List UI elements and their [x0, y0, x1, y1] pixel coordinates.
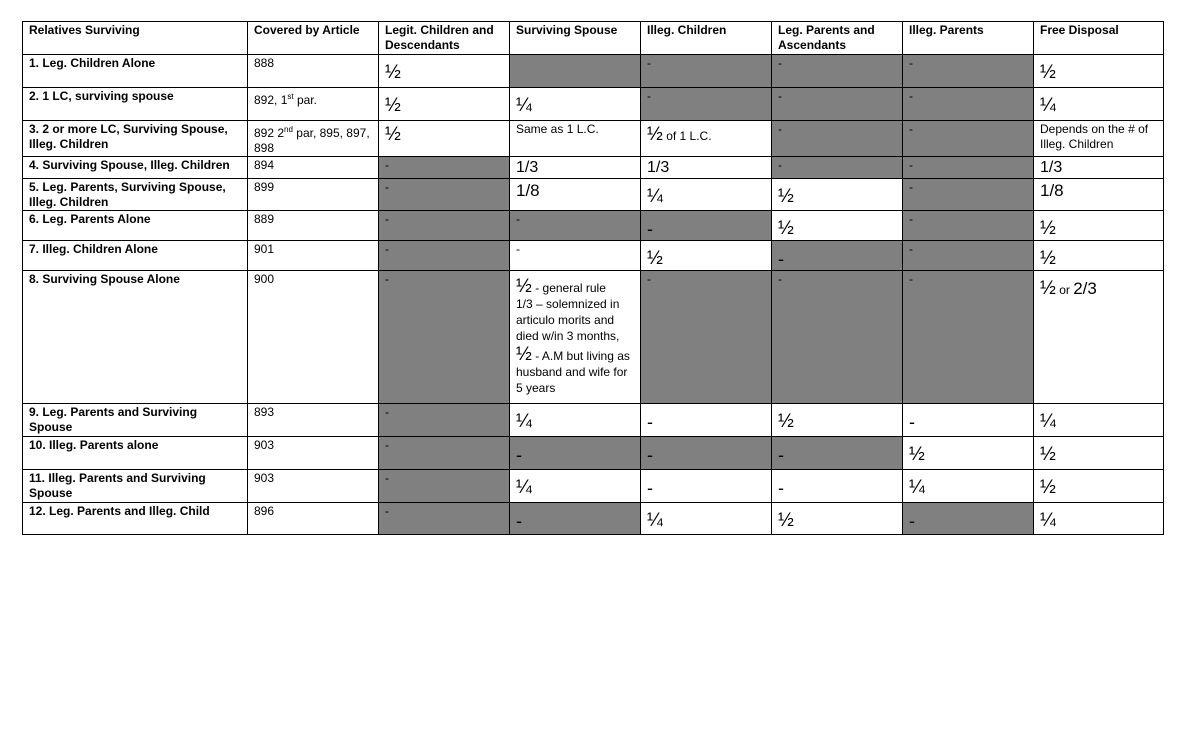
- table-row: [23, 470, 1164, 503]
- row-article: [248, 121, 379, 157]
- dash-value: -: [778, 158, 782, 172]
- row-label: 1. Leg. Children Alone: [23, 55, 248, 88]
- dash-value: -: [516, 212, 520, 226]
- header-illeg-children: Illeg. Children: [641, 22, 772, 55]
- dash-value: -: [778, 89, 782, 103]
- share-value: ½: [909, 444, 925, 465]
- cell-surviving-spouse: [510, 241, 641, 271]
- cell-illeg-children: [641, 157, 772, 179]
- cell-surviving-spouse: [510, 271, 641, 404]
- header-row: [23, 22, 1164, 55]
- cell-illeg-parents: [903, 241, 1034, 271]
- dash-value: -: [909, 511, 915, 531]
- cell-surviving-spouse: [510, 503, 641, 535]
- dash-value: -: [909, 122, 913, 136]
- dash-value: -: [385, 158, 389, 172]
- cell-legit-children: [379, 88, 510, 121]
- cell-legit-children: [379, 503, 510, 535]
- dash-value: -: [516, 242, 520, 256]
- cell-illeg-parents: [903, 88, 1034, 121]
- cell-illeg-children: [641, 211, 772, 241]
- cell-illeg-parents: [903, 121, 1034, 157]
- table-row: [23, 179, 1164, 211]
- row-article: 903: [248, 437, 379, 470]
- share-note: - A.M but living as husband and wife for 5 years: [516, 349, 630, 395]
- share-value: ½: [1040, 477, 1056, 498]
- row-article: 893: [248, 404, 379, 437]
- table-row: [23, 55, 1164, 88]
- cell-leg-parents: [772, 88, 903, 121]
- cell-illeg-parents: [903, 437, 1034, 470]
- dash-value: -: [778, 122, 782, 136]
- cell-illeg-children: [641, 55, 772, 88]
- dash-value: -: [909, 56, 913, 70]
- table-row: [23, 88, 1164, 121]
- dash-value: -: [647, 445, 653, 465]
- table-row: [23, 503, 1164, 535]
- cell-legit-children: [379, 404, 510, 437]
- cell-illeg-parents: [903, 157, 1034, 179]
- cell-free-disposal: [1034, 503, 1164, 535]
- dash-value: -: [516, 511, 522, 531]
- cell-illeg-children: [641, 121, 772, 157]
- share-value: ¼: [516, 477, 532, 498]
- dash-value: -: [778, 445, 784, 465]
- cell-illeg-children: [641, 470, 772, 503]
- cell-free-disposal: [1034, 179, 1164, 211]
- dash-value: -: [385, 242, 389, 256]
- cell-free-disposal: [1034, 211, 1164, 241]
- article-sup: st: [287, 92, 294, 101]
- cell-surviving-spouse: Same as 1 L.C.: [510, 121, 641, 157]
- row-label: 11. Illeg. Parents and Surviving Spouse: [23, 470, 248, 503]
- dash-value: -: [647, 219, 653, 239]
- share-note: of 1 L.C.: [662, 129, 712, 143]
- row-article: 896: [248, 503, 379, 535]
- share-value: 1/8: [1040, 181, 1064, 200]
- cell-illeg-parents: [903, 404, 1034, 437]
- cell-surviving-spouse: [510, 179, 641, 211]
- row-label: 9. Leg. Parents and Surviving Spouse: [23, 404, 248, 437]
- cell-leg-parents: [772, 437, 903, 470]
- cell-surviving-spouse: [510, 211, 641, 241]
- share-value: ½: [1040, 62, 1056, 83]
- cell-legit-children: [379, 55, 510, 88]
- cell-leg-parents: [772, 271, 903, 404]
- dash-value: -: [647, 56, 651, 70]
- cell-illeg-parents: [903, 211, 1034, 241]
- share-value: ¼: [516, 95, 532, 116]
- dash-value: -: [385, 180, 389, 194]
- row-label: 3. 2 or more LC, Surviving Spouse, Illeg. Children: [23, 121, 248, 157]
- cell-leg-parents: [772, 404, 903, 437]
- share-value: ½: [778, 186, 794, 207]
- share-value: 1/3: [647, 159, 670, 176]
- article-text: par, 895, 897, 898: [254, 126, 370, 155]
- dash-value: -: [516, 445, 522, 465]
- cell-illeg-children: [641, 241, 772, 271]
- dash-value: -: [909, 158, 913, 172]
- row-article: 901: [248, 241, 379, 271]
- cell-free-disposal: [1034, 55, 1164, 88]
- share-value: ¼: [909, 477, 925, 498]
- row-label: 2. 1 LC, surviving spouse: [23, 88, 248, 121]
- row-label: 4. Surviving Spouse, Illeg. Children: [23, 157, 248, 179]
- share-value: ¼: [516, 411, 532, 432]
- table-row: [23, 404, 1164, 437]
- header-leg-parents: Leg. Parents and Ascendants: [772, 22, 903, 55]
- cell-surviving-spouse: [510, 157, 641, 179]
- share-value: ¼: [647, 510, 663, 531]
- share-value: ½: [647, 124, 663, 145]
- share-value: ½: [385, 95, 401, 116]
- dash-value: -: [909, 412, 915, 432]
- header-surviving-spouse: Surviving Spouse: [510, 22, 641, 55]
- table-row: [23, 271, 1164, 404]
- table-row: [23, 241, 1164, 271]
- dash-value: -: [385, 438, 389, 452]
- cell-legit-children: [379, 437, 510, 470]
- cell-surviving-spouse: [510, 437, 641, 470]
- dash-value: -: [909, 89, 913, 103]
- row-article: [248, 88, 379, 121]
- dash-value: -: [385, 272, 389, 286]
- cell-illeg-parents: [903, 470, 1034, 503]
- row-label: 7. Illeg. Children Alone: [23, 241, 248, 271]
- table-row: [23, 121, 1164, 157]
- cell-illeg-parents: [903, 179, 1034, 211]
- row-article: 889: [248, 211, 379, 241]
- dash-value: -: [778, 56, 782, 70]
- dash-value: -: [909, 180, 913, 194]
- row-label: 10. Illeg. Parents alone: [23, 437, 248, 470]
- article-text: 892, 1: [254, 93, 288, 107]
- share-value: 1/3: [1040, 159, 1063, 176]
- cell-leg-parents: [772, 470, 903, 503]
- cell-leg-parents: [772, 241, 903, 271]
- cell-free-disposal: [1034, 437, 1164, 470]
- cell-illeg-children: [641, 271, 772, 404]
- legitime-table: [22, 21, 1164, 535]
- cell-legit-children: [379, 470, 510, 503]
- cell-illeg-children: [641, 503, 772, 535]
- spouse-rule-general: [516, 272, 634, 296]
- cell-legit-children: [379, 179, 510, 211]
- header-relatives: Relatives Surviving: [23, 22, 248, 55]
- cell-free-disposal: [1034, 470, 1164, 503]
- dash-value: -: [778, 272, 782, 286]
- share-value: ½: [516, 276, 532, 297]
- spouse-rule-articulo: 1/3 – solemnized in articulo morits and died w/in 3 months,: [516, 297, 620, 343]
- row-label: 8. Surviving Spouse Alone: [23, 271, 248, 404]
- cell-free-disposal: Depends on the # of Illeg. Children: [1034, 121, 1164, 157]
- cell-surviving-spouse: [510, 88, 641, 121]
- row-label: 12. Leg. Parents and Illeg. Child: [23, 503, 248, 535]
- row-label: 5. Leg. Parents, Surviving Spouse, Illeg. Children: [23, 179, 248, 211]
- cell-illeg-children: [641, 88, 772, 121]
- cell-free-disposal: [1034, 88, 1164, 121]
- share-note: - general rule: [531, 281, 606, 295]
- dash-value: -: [778, 478, 784, 498]
- dash-value: -: [647, 478, 653, 498]
- row-article: 888: [248, 55, 379, 88]
- cell-leg-parents: [772, 157, 903, 179]
- cell-leg-parents: [772, 55, 903, 88]
- row-article: 900: [248, 271, 379, 404]
- share-value: ¼: [1040, 95, 1056, 116]
- cell-leg-parents: [772, 179, 903, 211]
- share-value: ½: [778, 218, 794, 239]
- row-article: 894: [248, 157, 379, 179]
- share-value: ¼: [1040, 510, 1056, 531]
- header-free-disposal: Free Disposal: [1034, 22, 1164, 55]
- dash-value: -: [909, 242, 913, 256]
- row-article: 899: [248, 179, 379, 211]
- share-value: ½: [1040, 278, 1056, 299]
- cell-legit-children: [379, 271, 510, 404]
- share-value: 1/8: [516, 181, 540, 200]
- cell-illeg-children: [641, 404, 772, 437]
- cell-free-disposal: [1034, 157, 1164, 179]
- table-row: [23, 437, 1164, 470]
- cell-free-disposal: [1034, 404, 1164, 437]
- share-value: ½: [1040, 248, 1056, 269]
- article-text: par.: [293, 93, 317, 107]
- cell-free-disposal: [1034, 271, 1164, 404]
- share-value: ½: [385, 62, 401, 83]
- cell-illeg-children: [641, 437, 772, 470]
- dash-value: -: [385, 504, 389, 518]
- cell-illeg-parents: [903, 271, 1034, 404]
- share-value: ½: [516, 344, 532, 365]
- share-value: ½: [385, 124, 401, 145]
- cell-illeg-parents: [903, 55, 1034, 88]
- header-illeg-parents: Illeg. Parents: [903, 22, 1034, 55]
- cell-surviving-spouse: [510, 404, 641, 437]
- share-value: ½: [647, 248, 663, 269]
- dash-value: -: [647, 412, 653, 432]
- row-article: 903: [248, 470, 379, 503]
- cell-leg-parents: [772, 121, 903, 157]
- share-value: ½: [778, 510, 794, 531]
- share-value: ½: [1040, 218, 1056, 239]
- dash-value: -: [647, 89, 651, 103]
- share-value: 1/3: [516, 159, 539, 176]
- header-article: Covered by Article: [248, 22, 379, 55]
- share-value: ¼: [1040, 411, 1056, 432]
- cell-surviving-spouse: [510, 55, 641, 88]
- dash-value: -: [909, 272, 913, 286]
- dash-value: -: [385, 471, 389, 485]
- cell-illeg-parents: [903, 503, 1034, 535]
- cell-legit-children: [379, 121, 510, 157]
- share-note: or: [1055, 283, 1074, 297]
- cell-free-disposal: [1034, 241, 1164, 271]
- cell-leg-parents: [772, 211, 903, 241]
- share-value: ½: [1040, 444, 1056, 465]
- spouse-rule-cohabit: [516, 344, 634, 396]
- share-value: 2/3: [1073, 279, 1097, 298]
- cell-surviving-spouse: [510, 470, 641, 503]
- article-text: 892 2: [254, 126, 285, 140]
- table-row: [23, 157, 1164, 179]
- row-label: 6. Leg. Parents Alone: [23, 211, 248, 241]
- share-value: ¼: [647, 186, 663, 207]
- header-legit-children: Legit. Children and Descendants: [379, 22, 510, 55]
- table-row: [23, 211, 1164, 241]
- dash-value: -: [909, 212, 913, 226]
- dash-value: -: [385, 212, 389, 226]
- cell-legit-children: [379, 211, 510, 241]
- cell-legit-children: [379, 157, 510, 179]
- article-sup: nd: [284, 125, 293, 134]
- cell-illeg-children: [641, 179, 772, 211]
- cell-legit-children: [379, 241, 510, 271]
- dash-value: -: [778, 249, 784, 269]
- dash-value: -: [647, 272, 651, 286]
- cell-leg-parents: [772, 503, 903, 535]
- dash-value: -: [385, 405, 389, 419]
- share-value: ½: [778, 411, 794, 432]
